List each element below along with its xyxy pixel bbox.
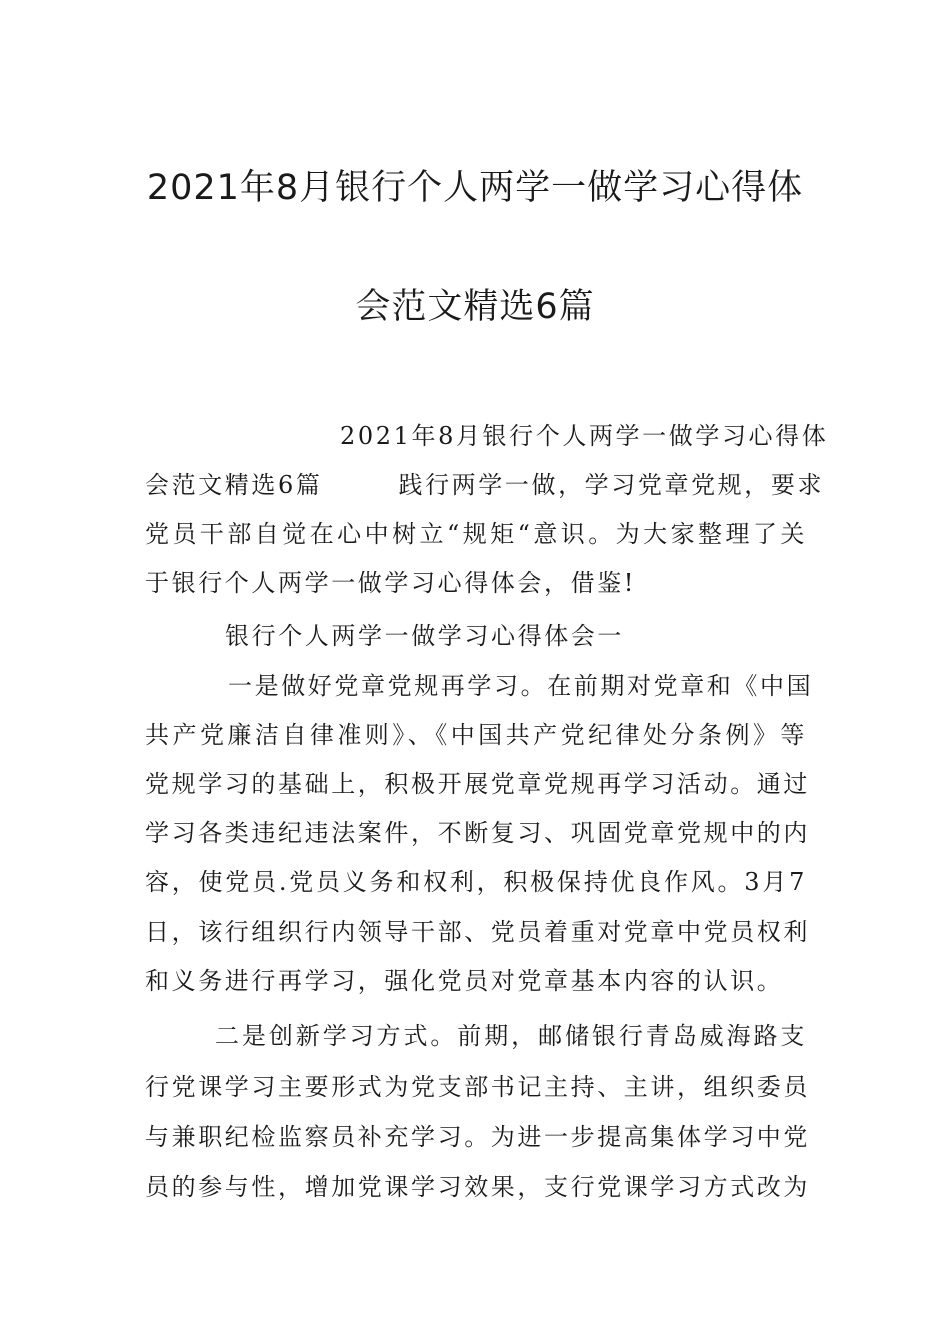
paragraph-1-line: 和义务进行再学习，强化党员对党章基本内容的认识。 bbox=[145, 967, 784, 995]
intro-line-3: 党员干部自觉在心中树立“规矩“意识。为大家整理了关 bbox=[145, 520, 807, 548]
section-heading-1: 银行个人两学一做学习心得体会一 bbox=[225, 622, 624, 650]
intro-line-2-text: 践行两学一做，学习党章党规，要求 bbox=[398, 471, 825, 499]
document-title-line-2: 会范文精选6篇 bbox=[355, 287, 595, 327]
intro-line-2 bbox=[145, 465, 825, 499]
paragraph-2-line: 员的参与性，增加党课学习效果，支行党课学习方式改为 bbox=[145, 1173, 810, 1201]
paragraph-2-line: 二是创新学习方式。前期，邮储银行青岛威海路支 bbox=[215, 1022, 807, 1050]
paragraph-1-line: 学习各类违纪违法案件，不断复习、巩固党章党规中的内 bbox=[145, 819, 810, 847]
intro-line-1: 2021年8月银行个人两学一做学习心得体 bbox=[340, 422, 829, 450]
intro-line-2-title: 会范文精选6篇 bbox=[145, 471, 323, 499]
paragraph-1-line: 容，使党员.党员义务和权利，积极保持优良作风。3月7 bbox=[145, 868, 807, 896]
intro-line-4: 于银行个人两学一做学习心得体会，借鉴! bbox=[145, 569, 637, 597]
paragraph-1-line: 日，该行组织行内领导干部、党员着重对党章中党员权利 bbox=[145, 918, 810, 946]
paragraph-1-line: 共产党廉洁自律准则》、《中国共产党纪律处分条例》等 bbox=[145, 721, 807, 749]
paragraph-1-line: 党规学习的基础上，积极开展党章党规再学习活动。通过 bbox=[145, 770, 810, 798]
document-title-line-1: 2021年8月银行个人两学一做学习心得体 bbox=[146, 168, 804, 208]
paragraph-2-line: 与兼职纪检监察员补充学习。为进一步提高集体学习中党 bbox=[145, 1123, 810, 1151]
paragraph-2-line: 行党课学习主要形式为党支部书记主持、主讲，组织委员 bbox=[145, 1073, 810, 1101]
paragraph-1-line: 一是做好党章党规再学习。在前期对党章和《中国 bbox=[228, 672, 814, 700]
